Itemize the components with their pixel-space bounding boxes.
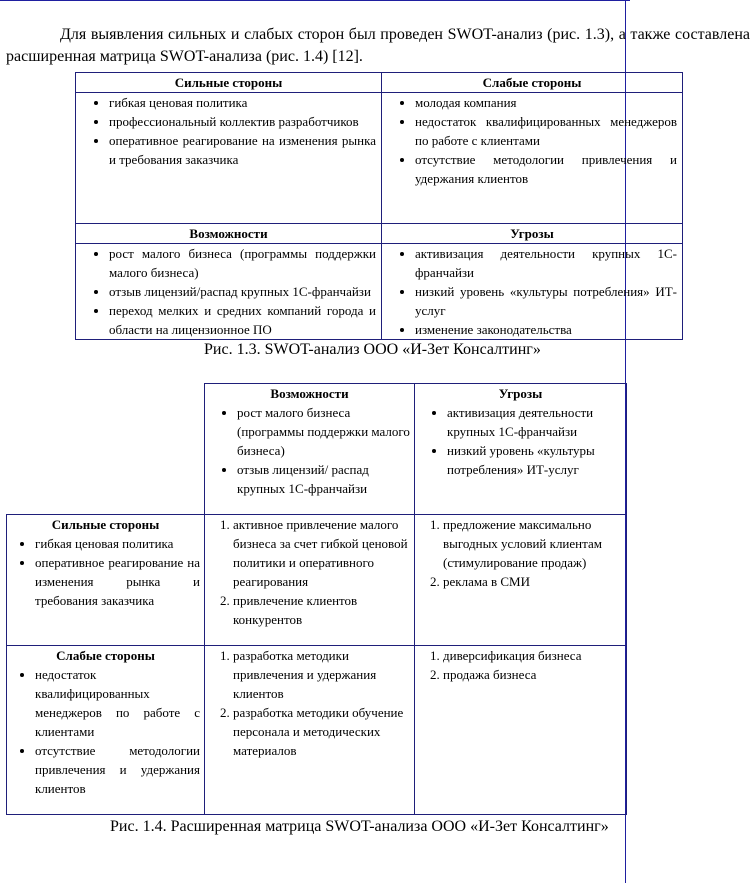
- list-item: • рост малого бизнеса (программы поддержки малого бизнеса): [237, 403, 410, 460]
- swot-content-row-1: [76, 93, 683, 224]
- list-item: 1. предложение максимально выгодных условий клиентам (стимулирование продаж): [443, 515, 622, 572]
- so-list: [209, 515, 410, 629]
- list-item: • гибкая ценовая политика: [35, 534, 200, 553]
- matrix-threats-cell: [415, 384, 627, 515]
- list-item: • низкий уровень «культуры потребления» ИТ-услуг: [415, 282, 677, 320]
- figure-caption-1-4: Рис. 1.4. Расширенная матрица SWOT-анализа ООО «И-Зет Консалтинг»: [110, 818, 609, 835]
- list-item: • оперативное реагирование на изменения рынка и требования заказчика: [35, 553, 200, 610]
- strengths-cell: [76, 93, 382, 224]
- matrix-strengths-row: [7, 514, 627, 645]
- list-item: • переход мелких и средних компаний города и области на лицензионное ПО: [109, 301, 376, 339]
- matrix-threats-header: Угрозы: [498, 386, 543, 401]
- so-cell: [205, 514, 415, 645]
- list-item: • отсутствие методологии привлечения и удержания клиентов: [415, 150, 677, 188]
- list-item: 1. разработка методики привлечения и удержания клиентов: [233, 646, 410, 703]
- figure-caption-1-3: Рис. 1.3. SWOT-анализ ООО «И-Зет Консалтинг»: [204, 341, 541, 358]
- matrix-strengths-list: [11, 534, 200, 610]
- matrix-threats-list: [419, 403, 622, 479]
- list-item: 2. реклама в СМИ: [443, 572, 622, 591]
- matrix-weaknesses-cell: [7, 645, 205, 814]
- wt-cell: [415, 645, 627, 814]
- wo-list: [209, 646, 410, 760]
- strengths-list: [81, 93, 376, 169]
- page-top-line: [0, 0, 630, 1]
- opportunities-list: [81, 244, 376, 339]
- matrix-weaknesses-header: Слабые стороны: [56, 647, 155, 663]
- list-item: • недостаток квалифицированных менеджеров по работе с клиентами: [35, 665, 200, 741]
- list-item: • профессиональный коллектив разработчиков: [109, 112, 376, 131]
- list-item: 2. привлечение клиентов конкурентов: [233, 591, 410, 629]
- swot-content-row-2: [76, 244, 683, 340]
- matrix-strengths-header: Сильные стороны: [51, 516, 160, 532]
- threats-header: Угрозы: [382, 224, 683, 244]
- swot-header-row-1: [76, 73, 683, 93]
- list-item: • недостаток квалифицированных менеджеров по работе с клиентами: [415, 112, 677, 150]
- opportunities-cell: [76, 244, 382, 340]
- list-item: • рост малого бизнеса (программы поддержки малого бизнеса): [109, 244, 376, 282]
- matrix-opportunities-list: [209, 403, 410, 498]
- list-item: • отсутствие методологии привлечения и удержания клиентов: [35, 741, 200, 798]
- matrix-weaknesses-row: [7, 645, 627, 814]
- list-item: 2. продажа бизнеса: [443, 665, 622, 684]
- swot-table: [75, 72, 683, 340]
- list-item: • молодая компания: [415, 93, 677, 112]
- list-item: 2. разработка методики обучение персонала и методических материалов: [233, 703, 410, 760]
- list-item: 1. активное привлечение малого бизнеса за счет гибкой ценовой политики и оперативного реагирования: [233, 515, 410, 591]
- swot-matrix-table: [6, 383, 627, 815]
- matrix-weaknesses-list: [11, 665, 200, 798]
- weaknesses-list: [387, 93, 677, 188]
- matrix-opportunities-header: Возможности: [270, 386, 349, 401]
- opportunities-header: Возможности: [76, 224, 382, 244]
- threats-cell: [382, 244, 683, 340]
- list-item: 1. диверсификация бизнеса: [443, 646, 622, 665]
- swot-header-row-2: [76, 224, 683, 244]
- wo-cell: [205, 645, 415, 814]
- wt-list: [419, 646, 622, 684]
- matrix-opportunities-cell: [205, 384, 415, 515]
- intro-paragraph: Для выявления сильных и слабых сторон был проведен SWOT-анализ (рис. 1.3), а также составлена расширенная матрица SWOT-анализа (рис. 1.4) [12].: [6, 26, 750, 65]
- list-item: • активизация деятельности крупных 1С-франчайзи: [415, 244, 677, 282]
- weaknesses-cell: [382, 93, 683, 224]
- matrix-corner-cell: [7, 384, 205, 515]
- list-item: • низкий уровень «культуры потребления» ИТ-услуг: [447, 441, 622, 479]
- threats-list: [387, 244, 677, 339]
- matrix-strengths-cell: [7, 514, 205, 645]
- list-item: • изменение законодательства: [415, 320, 677, 339]
- matrix-header-row: [7, 384, 627, 515]
- list-item: • активизация деятельности крупных 1С-франчайзи: [447, 403, 622, 441]
- list-item: • гибкая ценовая политика: [109, 93, 376, 112]
- st-list: [419, 515, 622, 591]
- weaknesses-header: Слабые стороны: [382, 73, 683, 93]
- st-cell: [415, 514, 627, 645]
- list-item: • отзыв лицензий/распад крупных 1С-франчайзи: [109, 282, 376, 301]
- list-item: • оперативное реагирование на изменения рынка и требования заказчика: [109, 131, 376, 169]
- list-item: • отзыв лицензий/ распад крупных 1С-франчайзи: [237, 460, 410, 498]
- strengths-header: Сильные стороны: [76, 73, 382, 93]
